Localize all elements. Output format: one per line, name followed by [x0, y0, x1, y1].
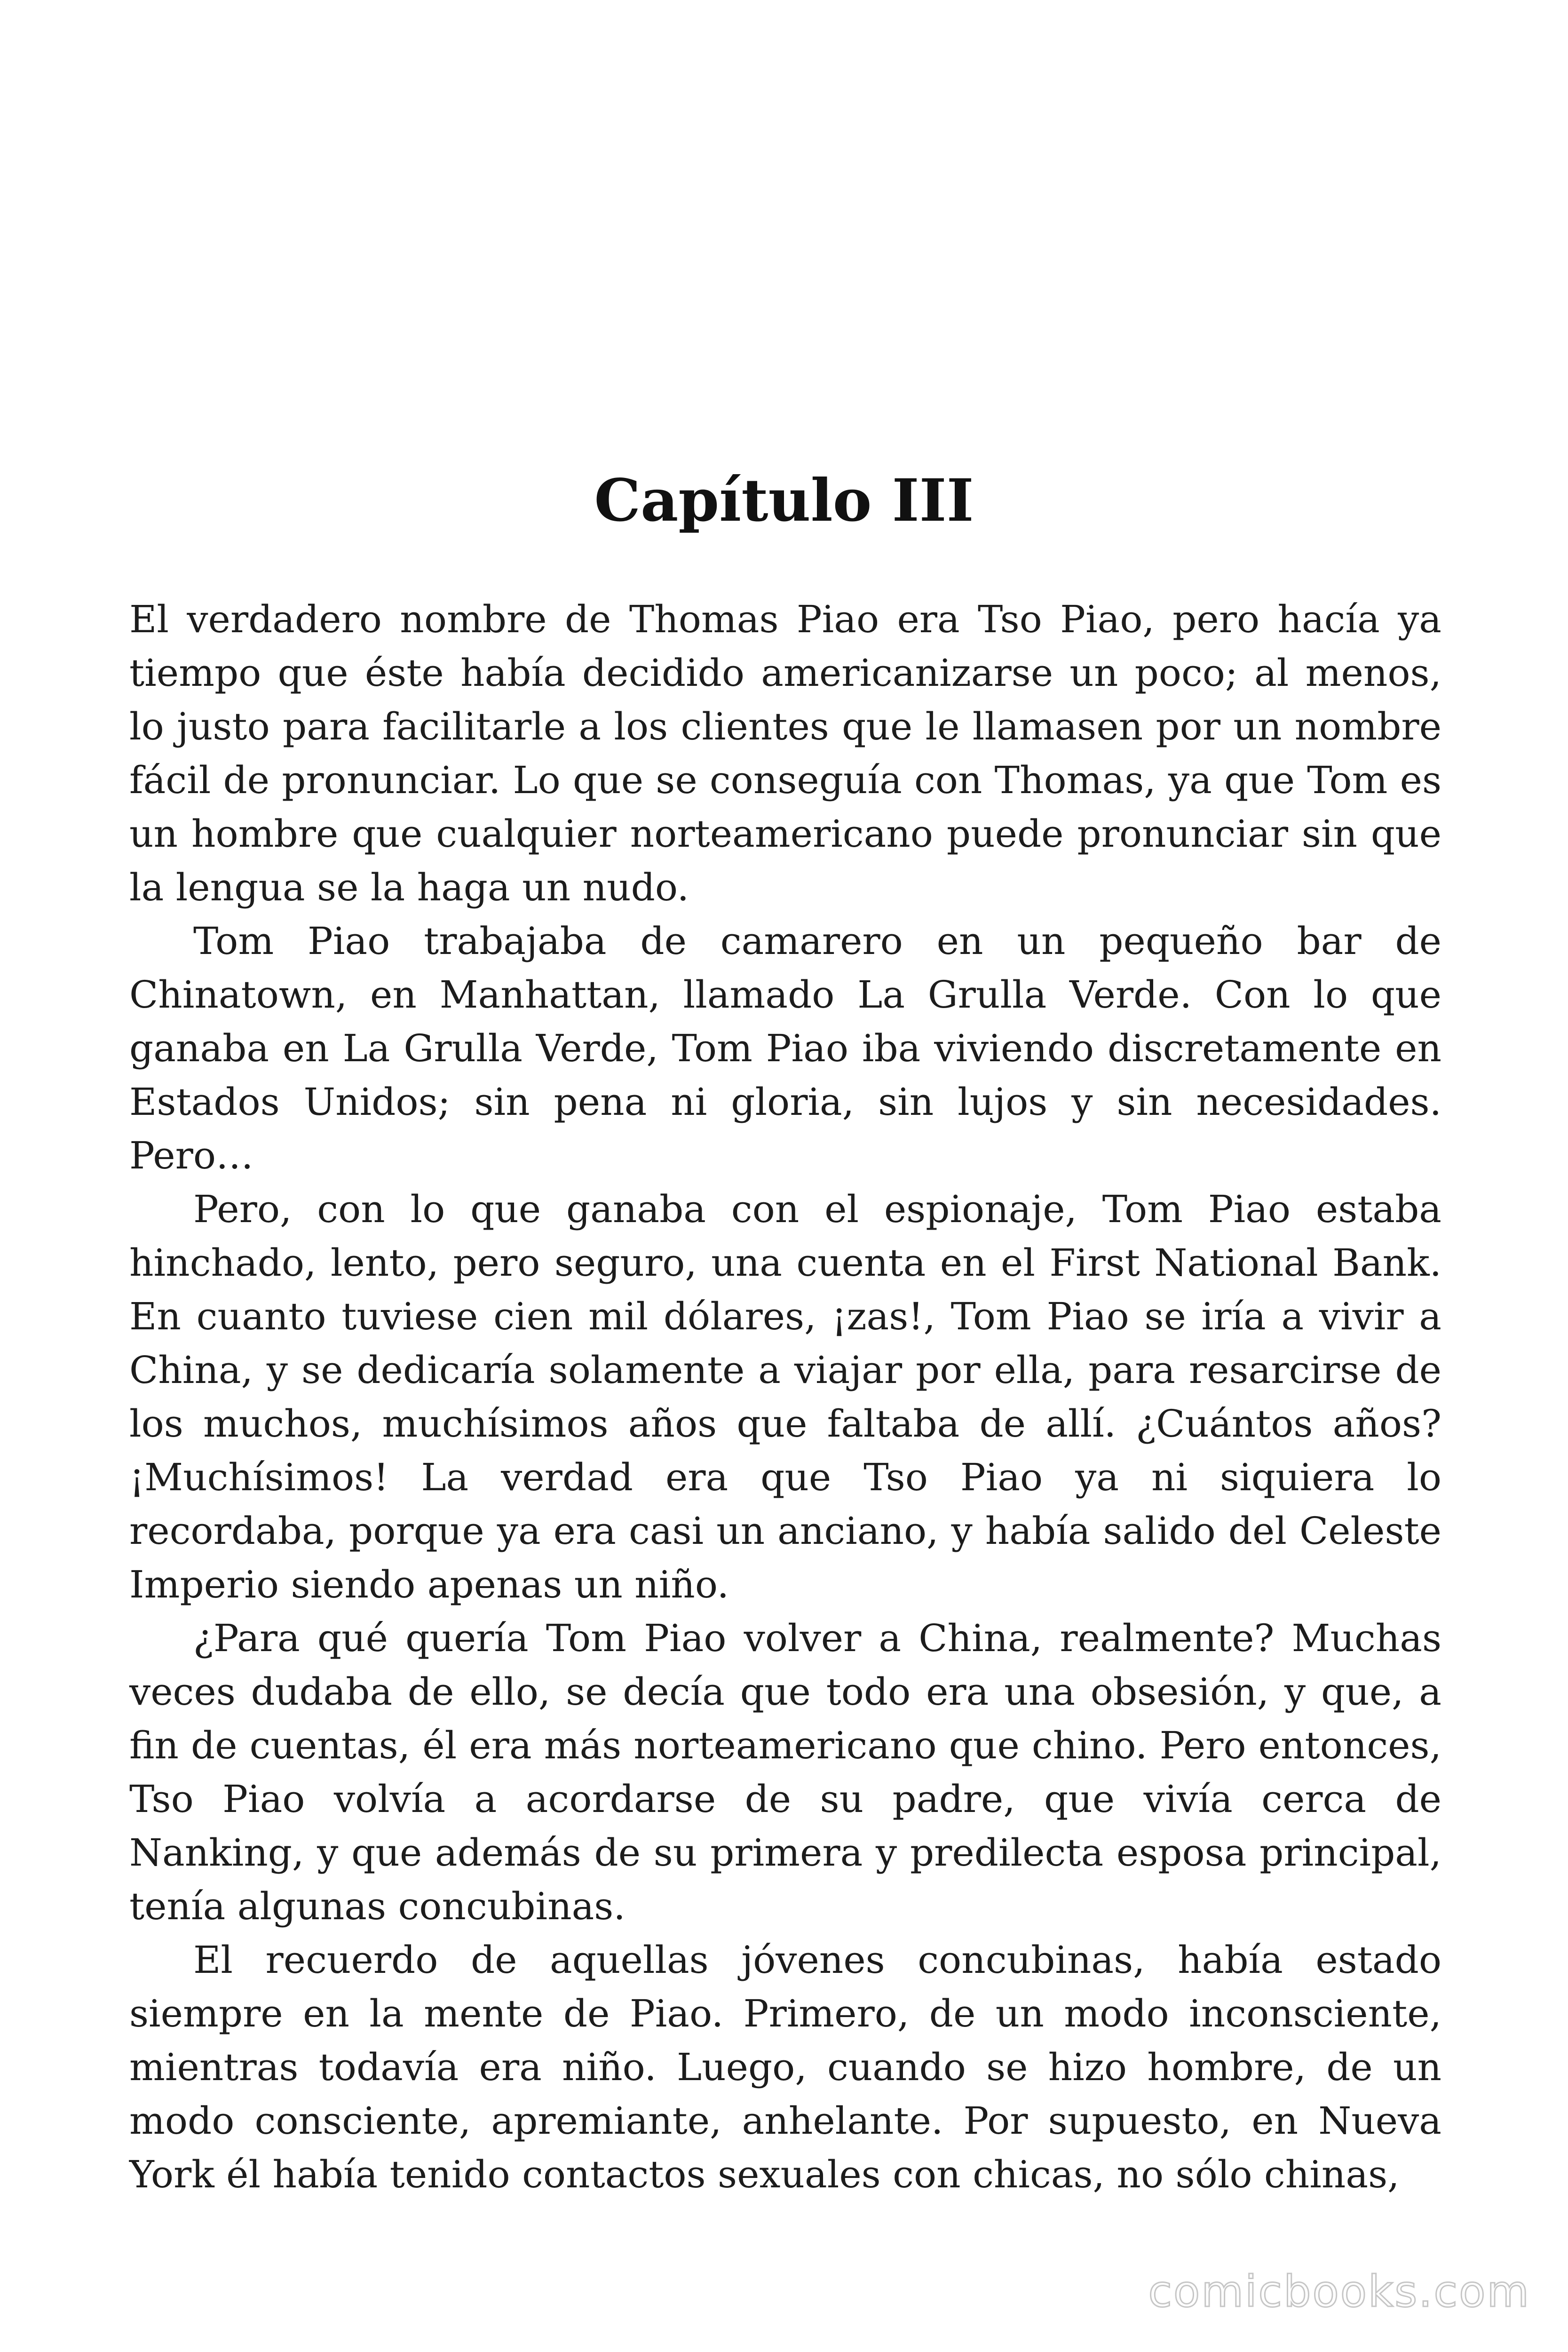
- chapter-body: [129, 593, 1441, 2201]
- paragraph: ¿Para qué quería Tom Piao volver a China, realmente? Muchas veces dudaba de ello, se decía que todo era una obsesión, y que, a fin de cuentas, él era más norteamericano que chino. Pero entonces, Tso Piao volvía a acordarse de su padre, que vivía cerca de Nanking, y que además de su primera y predilecta esposa principal, tenía algunas concubinas.: [129, 1616, 1441, 1928]
- paragraph: El recuerdo de aquellas jóvenes concubinas, había estado siempre en la mente de Piao. Primero, de un modo inconsciente, mientras todavía era niño. Luego, cuando se hizo hombre, de un modo consciente, apremiante, anhelante. Por supuesto, en Nueva York él había tenido contactos sexuales con chicas, no sólo chinas,: [129, 1938, 1441, 2196]
- paragraph: El verdadero nombre de Thomas Piao era Tso Piao, pero hacía ya tiempo que éste había decidido americanizarse un poco; al menos, lo justo para facilitarle a los clientes que le llamasen por un nombre fácil de pronunciar. Lo que se conseguía con Thomas, ya que Tom es un hombre que cualquier norteamericano puede pronunciar sin que la lengua se la haga un nudo.: [129, 597, 1441, 909]
- paragraph: Pero, con lo que ganaba con el espionaje, Tom Piao estaba hinchado, lento, pero seguro, una cuenta en el First National Bank. En cuanto tuviese cien mil dólares, ¡zas!, Tom Piao se iría a vivir a China, y se dedicaría solamente a viajar por ella, para resarcirse de los muchos, muchísimos años que faltaba de allí. ¿Cuántos años? ¡Muchísimos! La verdad era que Tso Piao ya ni siquiera lo recordaba, porque ya era casi un anciano, y había salido del Celeste Imperio siendo apenas un niño.: [129, 1187, 1441, 1606]
- paragraph: Tom Piao trabajaba de camarero en un pequeño bar de Chinatown, en Manhattan, llamado La Grulla Verde. Con lo que ganaba en La Grulla Verde, Tom Piao iba viviendo discretamente en Estados Unidos; sin pena ni gloria, sin lujos y sin necesidades. Pero…: [129, 919, 1441, 1177]
- chapter-title: Capítulo III: [594, 467, 974, 535]
- watermark: comicbooks.com: [1148, 2266, 1530, 2317]
